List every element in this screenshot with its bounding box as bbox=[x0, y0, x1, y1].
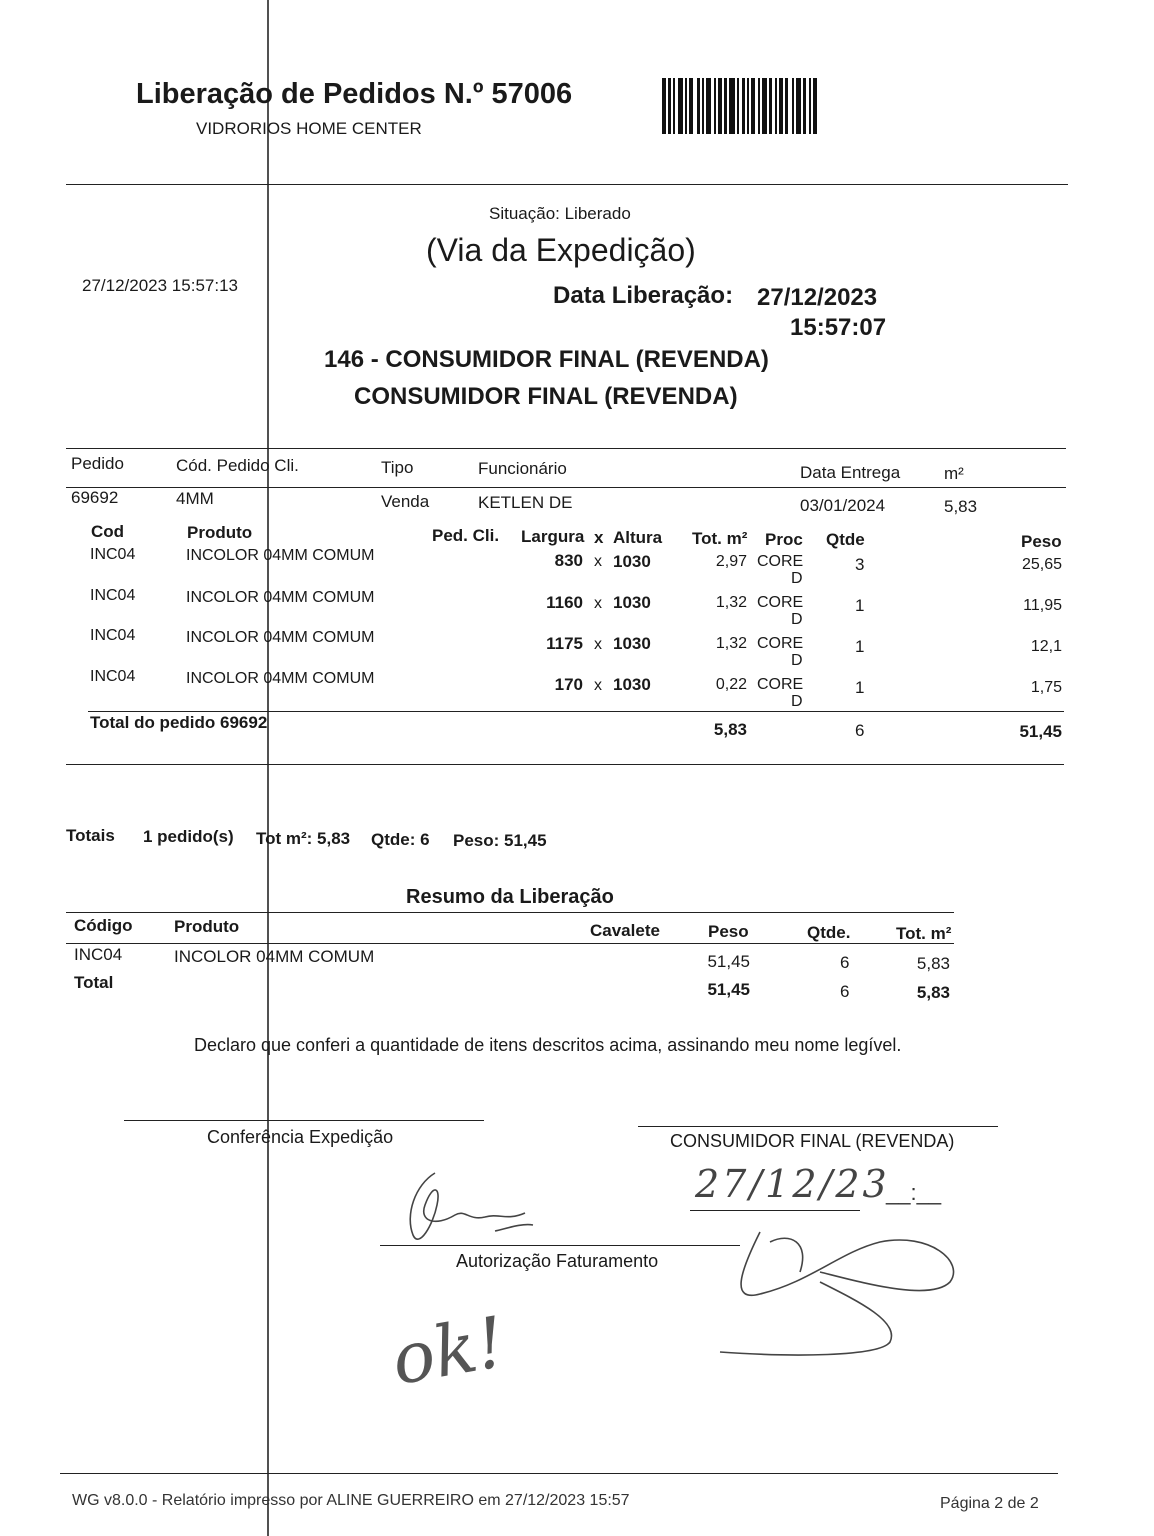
cell-peso: 11,95 bbox=[1023, 597, 1062, 614]
col-data-entrega: Data Entrega bbox=[800, 463, 901, 482]
date-underline bbox=[690, 1210, 860, 1211]
cell-peso: 1,75 bbox=[1030, 679, 1062, 696]
col-tipo: Tipo bbox=[381, 458, 414, 477]
col-funcionario: Funcionário bbox=[478, 459, 567, 478]
resumo-header-line bbox=[66, 943, 954, 944]
cliente-line bbox=[638, 1126, 998, 1127]
scan-fold-line bbox=[267, 0, 269, 1536]
col-cod-pedido-cli: Cód. Pedido Cli. bbox=[176, 456, 299, 475]
items-total-qtde: 6 bbox=[855, 721, 865, 740]
barcode bbox=[662, 78, 840, 134]
cell-proc-suffix: D bbox=[791, 611, 803, 628]
cell-peso: 12,1 bbox=[1030, 638, 1062, 655]
cell-largura: 170 bbox=[554, 675, 583, 694]
items-col-proc: Proc bbox=[765, 530, 803, 549]
page-title: Liberação de Pedidos N.º 57006 bbox=[136, 78, 573, 110]
cell-proc-suffix: D bbox=[791, 693, 803, 710]
items-col-x: x bbox=[594, 528, 604, 547]
resumo-col-peso: Peso bbox=[708, 922, 749, 941]
cell-tot-m2: 2,97 bbox=[715, 553, 747, 570]
footer-report-info: WG v8.0.0 - Relatório impresso por ALINE GUERREIRO em 27/12/2023 15:57 bbox=[72, 1492, 630, 1509]
cell-qtde: 1 bbox=[855, 596, 865, 615]
val-data-entrega: 03/01/2024 bbox=[800, 496, 886, 515]
signature-conferencia bbox=[395, 1165, 545, 1265]
items-col-qtde: Qtde bbox=[826, 530, 865, 549]
footer-line bbox=[60, 1473, 1058, 1474]
resumo-total-peso: 51,45 bbox=[707, 980, 750, 999]
items-total-label: Total do pedido 69692 bbox=[90, 713, 268, 732]
client-line-1: 146 - CONSUMIDOR FINAL (REVENDA) bbox=[324, 346, 769, 373]
autorizacao-label: Autorização Faturamento bbox=[456, 1251, 659, 1271]
handwritten-ok: ok! bbox=[385, 1300, 511, 1402]
order-end-line bbox=[66, 764, 1064, 765]
resumo-cell-produto: INCOLOR 04MM COMUM bbox=[174, 947, 375, 966]
items-total-m2: 5,83 bbox=[713, 720, 747, 739]
cell-qtde: 1 bbox=[855, 678, 865, 697]
resumo-col-produto: Produto bbox=[174, 917, 240, 936]
cell-largura: 830 bbox=[554, 551, 583, 570]
cell-proc-suffix: D bbox=[791, 652, 803, 669]
totais-label: Totais bbox=[66, 826, 115, 845]
resumo-col-codigo: Código bbox=[74, 916, 133, 935]
cell-altura: 1030 bbox=[613, 675, 651, 694]
cell-altura: 1030 bbox=[613, 593, 651, 612]
items-col-altura: Altura bbox=[613, 528, 663, 547]
company-name: VIDRORIOS HOME CENTER bbox=[196, 119, 422, 138]
items-col-cod: Cod bbox=[91, 522, 125, 541]
time-placeholder: __:__ bbox=[886, 1180, 942, 1205]
cell-cod: INC04 bbox=[90, 668, 136, 685]
data-liberacao-label: Data Liberação: bbox=[553, 282, 734, 309]
items-col-largura: Largura bbox=[521, 527, 585, 546]
cell-x: x bbox=[594, 553, 602, 570]
cell-qtde: 3 bbox=[855, 555, 865, 574]
client-line-2: CONSUMIDOR FINAL (REVENDA) bbox=[354, 383, 738, 410]
val-funcionario: KETLEN DE bbox=[478, 493, 573, 512]
cell-x: x bbox=[594, 595, 602, 612]
via-label: (Via da Expedição) bbox=[426, 232, 696, 268]
footer-page-number: Página 2 de 2 bbox=[940, 1495, 1039, 1512]
val-tipo: Venda bbox=[381, 492, 430, 511]
totais-qtde: Qtde: 6 bbox=[371, 830, 430, 849]
cell-peso: 25,65 bbox=[1021, 556, 1062, 573]
items-col-tot-m2: Tot. m² bbox=[692, 529, 748, 548]
resumo-col-qtde: Qtde. bbox=[807, 923, 851, 942]
situacao: Situação: Liberado bbox=[489, 204, 631, 223]
col-pedido: Pedido bbox=[71, 454, 124, 473]
totais-m2: Tot m²: 5,83 bbox=[256, 829, 351, 848]
cell-altura: 1030 bbox=[613, 552, 651, 571]
cell-proc-suffix: D bbox=[791, 570, 803, 587]
cell-x: x bbox=[594, 677, 602, 694]
resumo-top-line bbox=[66, 912, 954, 913]
items-col-produto: Produto bbox=[187, 523, 253, 542]
resumo-total-label: Total bbox=[74, 973, 114, 992]
cell-largura: 1175 bbox=[546, 634, 583, 653]
cell-produto: INCOLOR 04MM COMUM bbox=[186, 629, 375, 646]
resumo-cell-qtde: 6 bbox=[840, 953, 850, 972]
items-total-line bbox=[88, 711, 1064, 712]
cell-altura: 1030 bbox=[613, 634, 651, 653]
items-col-ped-cli: Ped. Cli. bbox=[432, 526, 500, 545]
cell-largura: 1160 bbox=[546, 593, 583, 612]
cell-produto: INCOLOR 04MM COMUM bbox=[186, 670, 375, 687]
cell-cod: INC04 bbox=[90, 546, 136, 563]
resumo-cell-codigo: INC04 bbox=[74, 945, 123, 964]
totais-peso: Peso: 51,45 bbox=[453, 831, 547, 850]
cell-tot-m2: 1,32 bbox=[715, 594, 747, 611]
items-total-peso: 51,45 bbox=[1019, 722, 1062, 741]
val-m2: 5,83 bbox=[944, 497, 978, 516]
resumo-title: Resumo da Liberação bbox=[406, 886, 614, 908]
items-col-peso: Peso bbox=[1021, 532, 1062, 551]
cell-proc: CORE bbox=[757, 553, 804, 570]
cell-proc: CORE bbox=[757, 635, 804, 652]
cell-cod: INC04 bbox=[90, 627, 136, 644]
conferencia-label: Conferência Expedição bbox=[207, 1127, 394, 1147]
declaration-text: Declaro que conferi a quantidade de itens descritos acima, assinando meu nome legível. bbox=[194, 1035, 902, 1055]
cell-produto: INCOLOR 04MM COMUM bbox=[186, 589, 375, 606]
resumo-total-tot-m2: 5,83 bbox=[916, 983, 950, 1002]
val-cod-pedido-cli: 4MM bbox=[176, 489, 214, 508]
cell-proc: CORE bbox=[757, 676, 804, 693]
cell-x: x bbox=[594, 636, 602, 653]
resumo-col-cavalete: Cavalete bbox=[590, 921, 660, 940]
resumo-cell-tot-m2: 5,83 bbox=[916, 954, 950, 973]
handwritten-date: 27/12/23 bbox=[695, 1162, 890, 1206]
resumo-cell-peso: 51,45 bbox=[707, 952, 750, 971]
print-datetime: 27/12/2023 15:57:13 bbox=[82, 276, 238, 295]
cell-produto: INCOLOR 04MM COMUM bbox=[186, 547, 375, 564]
cell-qtde: 1 bbox=[855, 637, 865, 656]
resumo-total-qtde: 6 bbox=[840, 982, 850, 1001]
totais-pedidos: 1 pedido(s) bbox=[143, 827, 234, 846]
order-header-top-line bbox=[66, 448, 1066, 449]
cliente-label: CONSUMIDOR FINAL (REVENDA) bbox=[670, 1131, 955, 1151]
signature-cliente bbox=[700, 1212, 970, 1372]
val-pedido: 69692 bbox=[71, 488, 119, 507]
header-divider bbox=[66, 184, 1068, 185]
conferencia-line bbox=[124, 1120, 484, 1121]
cell-proc: CORE bbox=[757, 594, 804, 611]
cell-cod: INC04 bbox=[90, 587, 136, 604]
resumo-col-tot-m2: Tot. m² bbox=[896, 924, 952, 943]
order-header-bottom-line bbox=[66, 487, 1066, 488]
data-liberacao-time: 15:57:07 bbox=[790, 314, 887, 341]
cell-tot-m2: 1,32 bbox=[715, 635, 747, 652]
col-m2: m² bbox=[944, 464, 964, 483]
data-liberacao-date: 27/12/2023 bbox=[757, 284, 878, 311]
cell-tot-m2: 0,22 bbox=[715, 676, 747, 693]
